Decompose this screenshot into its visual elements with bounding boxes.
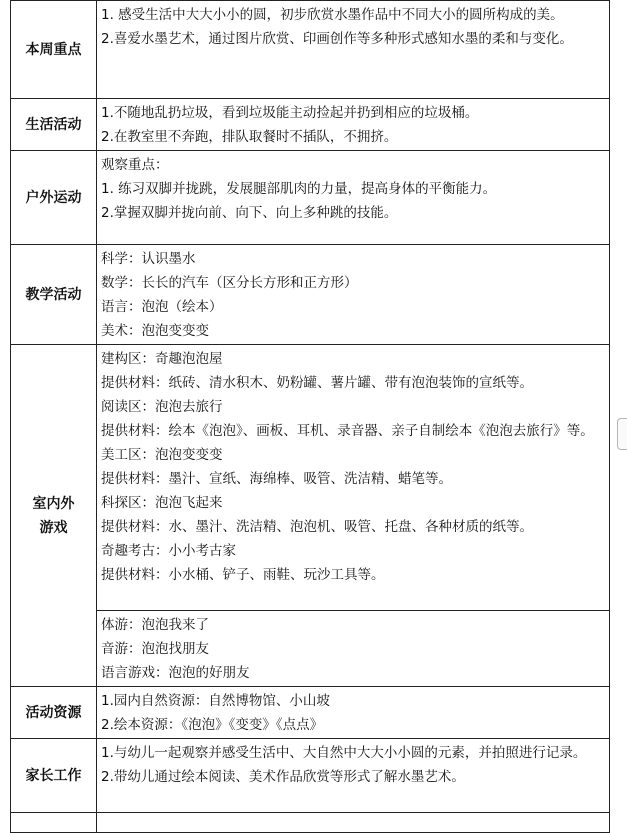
row-empty	[11, 813, 610, 833]
content-parents	[97, 739, 610, 813]
content-teaching	[97, 245, 610, 345]
games-indoor-line-9: 奇趣考古：小小考古家	[101, 543, 236, 559]
content-games-outdoor	[97, 611, 610, 687]
teaching-line-4: 美术：泡泡变变变	[101, 323, 209, 339]
label-resources: 活动资源	[11, 687, 97, 739]
teaching-line-3: 语言：泡泡（绘本）	[101, 299, 223, 315]
games-outdoor-line-3: 语言游戏：泡泡的好朋友	[101, 665, 250, 681]
label-parents: 家长工作	[11, 739, 97, 813]
games-indoor-line-3: 阅读区：泡泡去旅行	[101, 399, 223, 415]
outdoor-line-1: 观察重点：	[101, 157, 169, 173]
focus-line-2: 2.喜爱水墨艺术，通过图片欣赏、印画创作等多种形式感知水墨的柔和与变化。	[101, 31, 573, 47]
games-indoor-line-8: 提供材料：水、墨汁、洗洁精、泡泡机、吸管、托盘、各种材质的纸等。	[101, 519, 533, 535]
label-life: 生活活动	[11, 99, 97, 151]
resources-line-1: 1.园内自然资源：自然博物馆、小山坡	[101, 693, 330, 709]
games-indoor-line-1: 建构区：奇趣泡泡屋	[101, 351, 223, 367]
games-indoor-line-6: 提供材料：墨汁、宣纸、海绵棒、吸管、洗洁精、蜡笔等。	[101, 471, 452, 487]
label-teaching: 教学活动	[11, 245, 97, 345]
empty-label-cell	[11, 813, 97, 833]
content-focus	[97, 1, 610, 99]
focus-line-1: 1. 感受生活中大大小小的圆，初步欣赏水墨作品中不同大小的圆所构成的美。	[101, 7, 564, 23]
empty-content-cell	[97, 813, 610, 833]
games-indoor-line-2: 提供材料：纸砖、清水积木、奶粉罐、薯片罐、带有泡泡装饰的宣纸等。	[101, 375, 533, 391]
row-games-outdoor	[11, 611, 610, 687]
games-indoor-line-4: 提供材料：绘本《泡泡》、画板、耳机、录音器、亲子自制绘本《泡泡去旅行》等。	[101, 423, 594, 439]
teaching-line-1: 科学：认识墨水	[101, 251, 196, 267]
content-games-indoor	[97, 345, 610, 611]
resources-line-2: 2.绘本资源：《泡泡》《变变》《点点》	[101, 717, 324, 733]
parents-line-2: 2.带幼儿通过绘本阅读、美术作品欣赏等形式了解水墨艺术。	[101, 769, 465, 785]
row-teaching	[11, 245, 610, 345]
content-resources	[97, 687, 610, 739]
parents-line-1: 1.与幼儿一起观察并感受生活中、大自然中大大小小圆的元素，并拍照进行记录。	[101, 745, 587, 761]
row-focus	[11, 1, 610, 99]
row-resources	[11, 687, 610, 739]
outdoor-line-3: 2.掌握双脚并拢向前、向下、向上多种跳的技能。	[101, 205, 398, 221]
label-games	[11, 345, 97, 687]
life-line-1: 1.不随地乱扔垃圾，看到垃圾能主动捡起并扔到相应的垃圾桶。	[101, 105, 479, 121]
row-life	[11, 99, 610, 151]
side-panel-handle[interactable]	[617, 418, 627, 450]
games-outdoor-line-2: 音游：泡泡找朋友	[101, 641, 209, 657]
games-label-line-1: 室内外	[32, 496, 75, 512]
label-outdoor: 户外运动	[11, 151, 97, 245]
content-life	[97, 99, 610, 151]
row-games-indoor	[11, 345, 610, 611]
row-outdoor	[11, 151, 610, 245]
teaching-line-2: 数学：长长的汽车（区分长方形和正方形）	[101, 275, 358, 291]
outdoor-line-2: 1. 练习双脚并拢跳，发展腿部肌肉的力量，提高身体的平衡能力。	[101, 181, 497, 197]
life-line-2: 2.在教室里不奔跑，排队取餐时不插队，不拥挤。	[101, 129, 398, 145]
row-parents	[11, 739, 610, 813]
games-label-line-2: 游戏	[39, 520, 68, 536]
games-indoor-line-7: 科探区：泡泡飞起来	[101, 495, 223, 511]
content-outdoor	[97, 151, 610, 245]
games-indoor-line-10: 提供材料：小水桶、铲子、雨鞋、玩沙工具等。	[101, 567, 385, 583]
games-outdoor-line-1: 体游：泡泡我来了	[101, 617, 209, 633]
label-focus: 本周重点	[11, 1, 97, 99]
weekly-plan-table	[10, 0, 610, 833]
games-indoor-line-5: 美工区：泡泡变变变	[101, 447, 223, 463]
